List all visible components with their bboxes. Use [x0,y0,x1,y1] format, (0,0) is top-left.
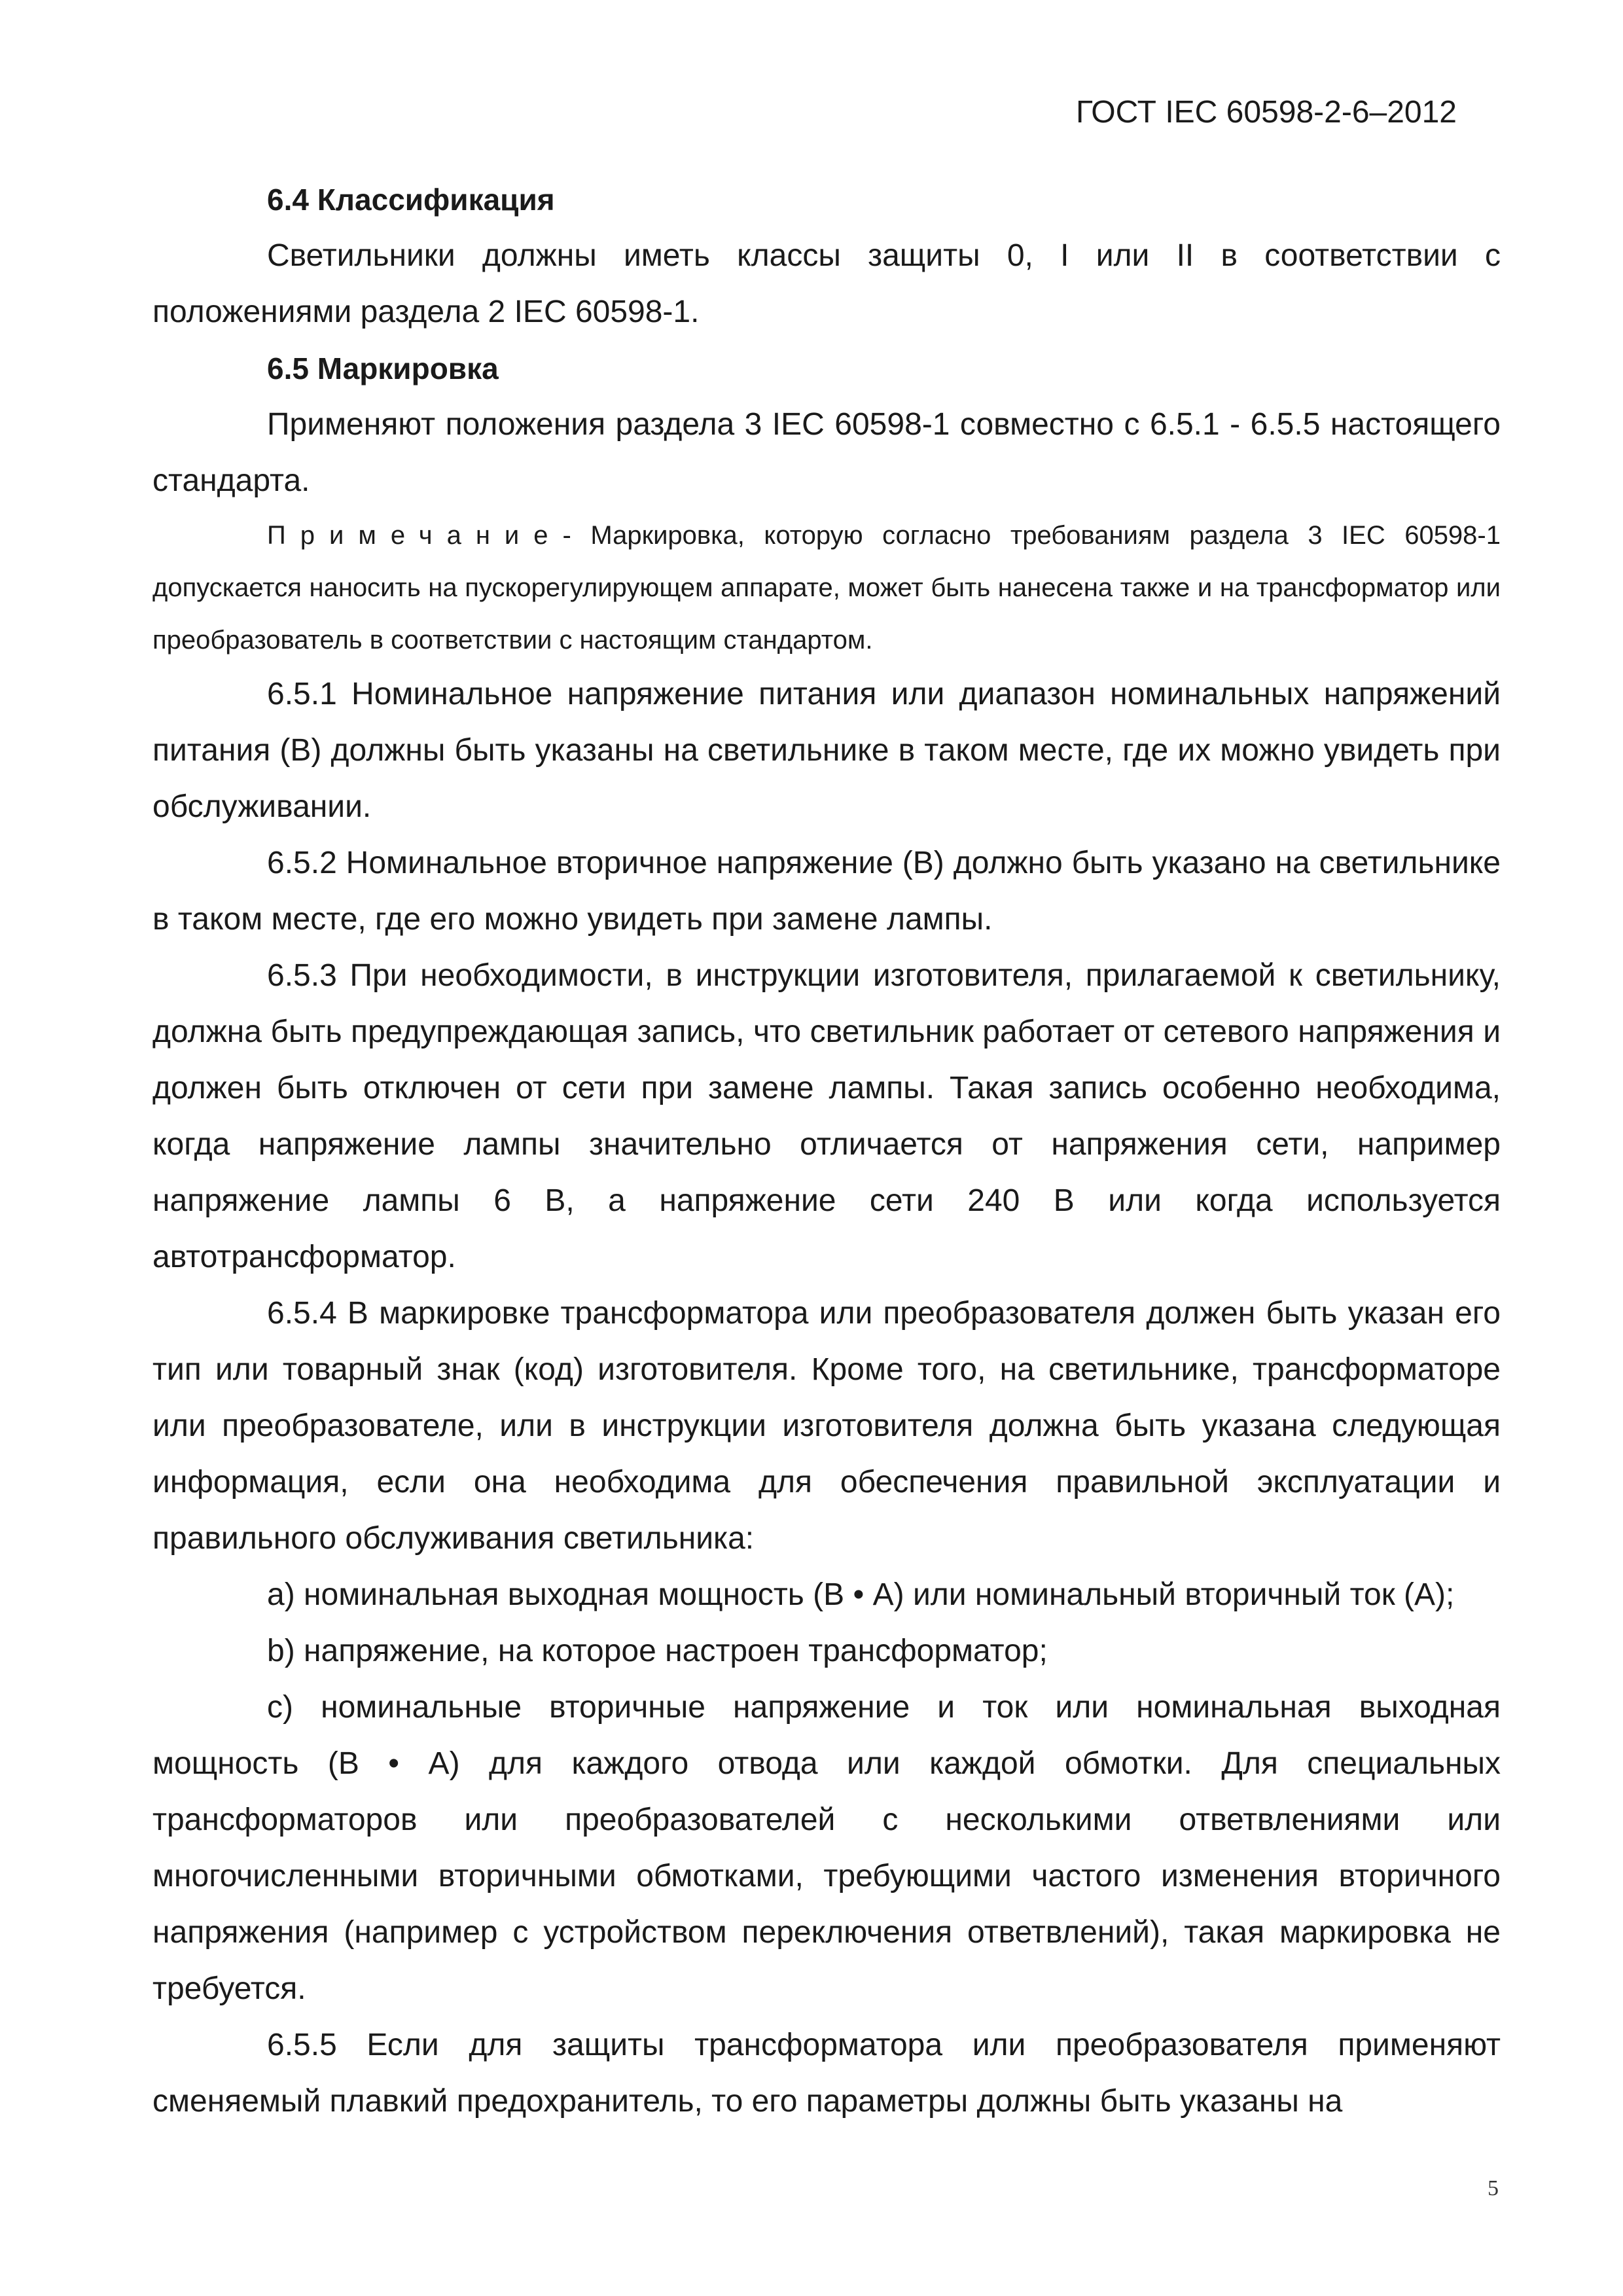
clause-6-5-3: 6.5.3 При необходимости, в инструкции изготовителя, прилагаемой к светильнику, должна быть предупреждающая запись, что светильник работает от сетевого напряжения и должен быть отключен от сети при замене лампы. Такая запись особенно необходима, когда напряжение лампы значительно отличается от напряжения сети, например напряжение лампы 6 В, а напряжение сети 240 В или когда используется автотрансформатор. [152,958,1501,1274]
list-item-b: b) напряжение, на которое настроен трансформатор; [267,1634,1048,1668]
clause-6-5-2: 6.5.2 Номинальное вторичное напряжение (В) должно быть указано на светильнике в таком месте, где его можно увидеть при замене лампы. [152,846,1501,937]
note-text: - Маркировка, которую согласно требованиям раздела 3 IEC 60598-1 допускается наносить на пускорегулирующем аппарате, может быть нанесена также и на трансформатор или преобразователь в соответствии с настоящим стандартом. [152,521,1501,655]
clause-6-5-5: 6.5.5 Если для защиты трансформатора или преобразователя применяют сменяемый плавкий предохранитель, то его параметры должны быть указаны на [152,2028,1501,2119]
section-heading-6-4: 6.4 Классификация [267,183,555,217]
note-paragraph [152,509,1501,666]
document-code-header: ГОСТ IEC 60598-2-6–2012 [1075,95,1457,130]
list-item-c: c) номинальные вторичные напряжение и ток или номинальная выходная мощность (В • А) для каждого отвода или каждой обмотки. Для специальных трансформаторов или преобразователей с несколькими ответвлениями или многочисленными вторичными обмотками, требующими частого изменения вторичного напряжения (например с устройством переключения ответвлений), такая маркировка не требуется. [152,1690,1501,2006]
list-item-a: a) номинальная выходная мощность (В • А) или номинальный вторичный ток (А); [267,1577,1455,1612]
section-text-6-4: Светильники должны иметь классы защиты 0, I или II в соответствии с положениями раздела 2 IEC 60598-1. [152,238,1501,329]
clause-6-5-4: 6.5.4 В маркировке трансформатора или преобразователя должен быть указан его тип или товарный знак (код) изготовителя. Кроме того, на светильнике, трансформаторе или преобразователе, или в инструкции изготовителя должна быть указана следующая информация, если она необходима для обеспечения правильной эксплуатации и правильного обслуживания светильника: [152,1296,1501,1556]
clause-6-5-1: 6.5.1 Номинальное напряжение питания или диапазон номинальных напряжений питания (В) должны быть указаны на светильнике в таком месте, где их можно увидеть при обслуживании. [152,677,1501,824]
section-heading-6-5: 6.5 Маркировка [267,351,499,386]
document-body [152,171,1501,2130]
page-number: 5 [1488,2176,1499,2200]
section-text-6-5: Применяют положения раздела 3 IEC 60598-1 совместно с 6.5.1 - 6.5.5 настоящего стандарта. [152,407,1501,498]
note-label: Примечание [267,521,563,550]
